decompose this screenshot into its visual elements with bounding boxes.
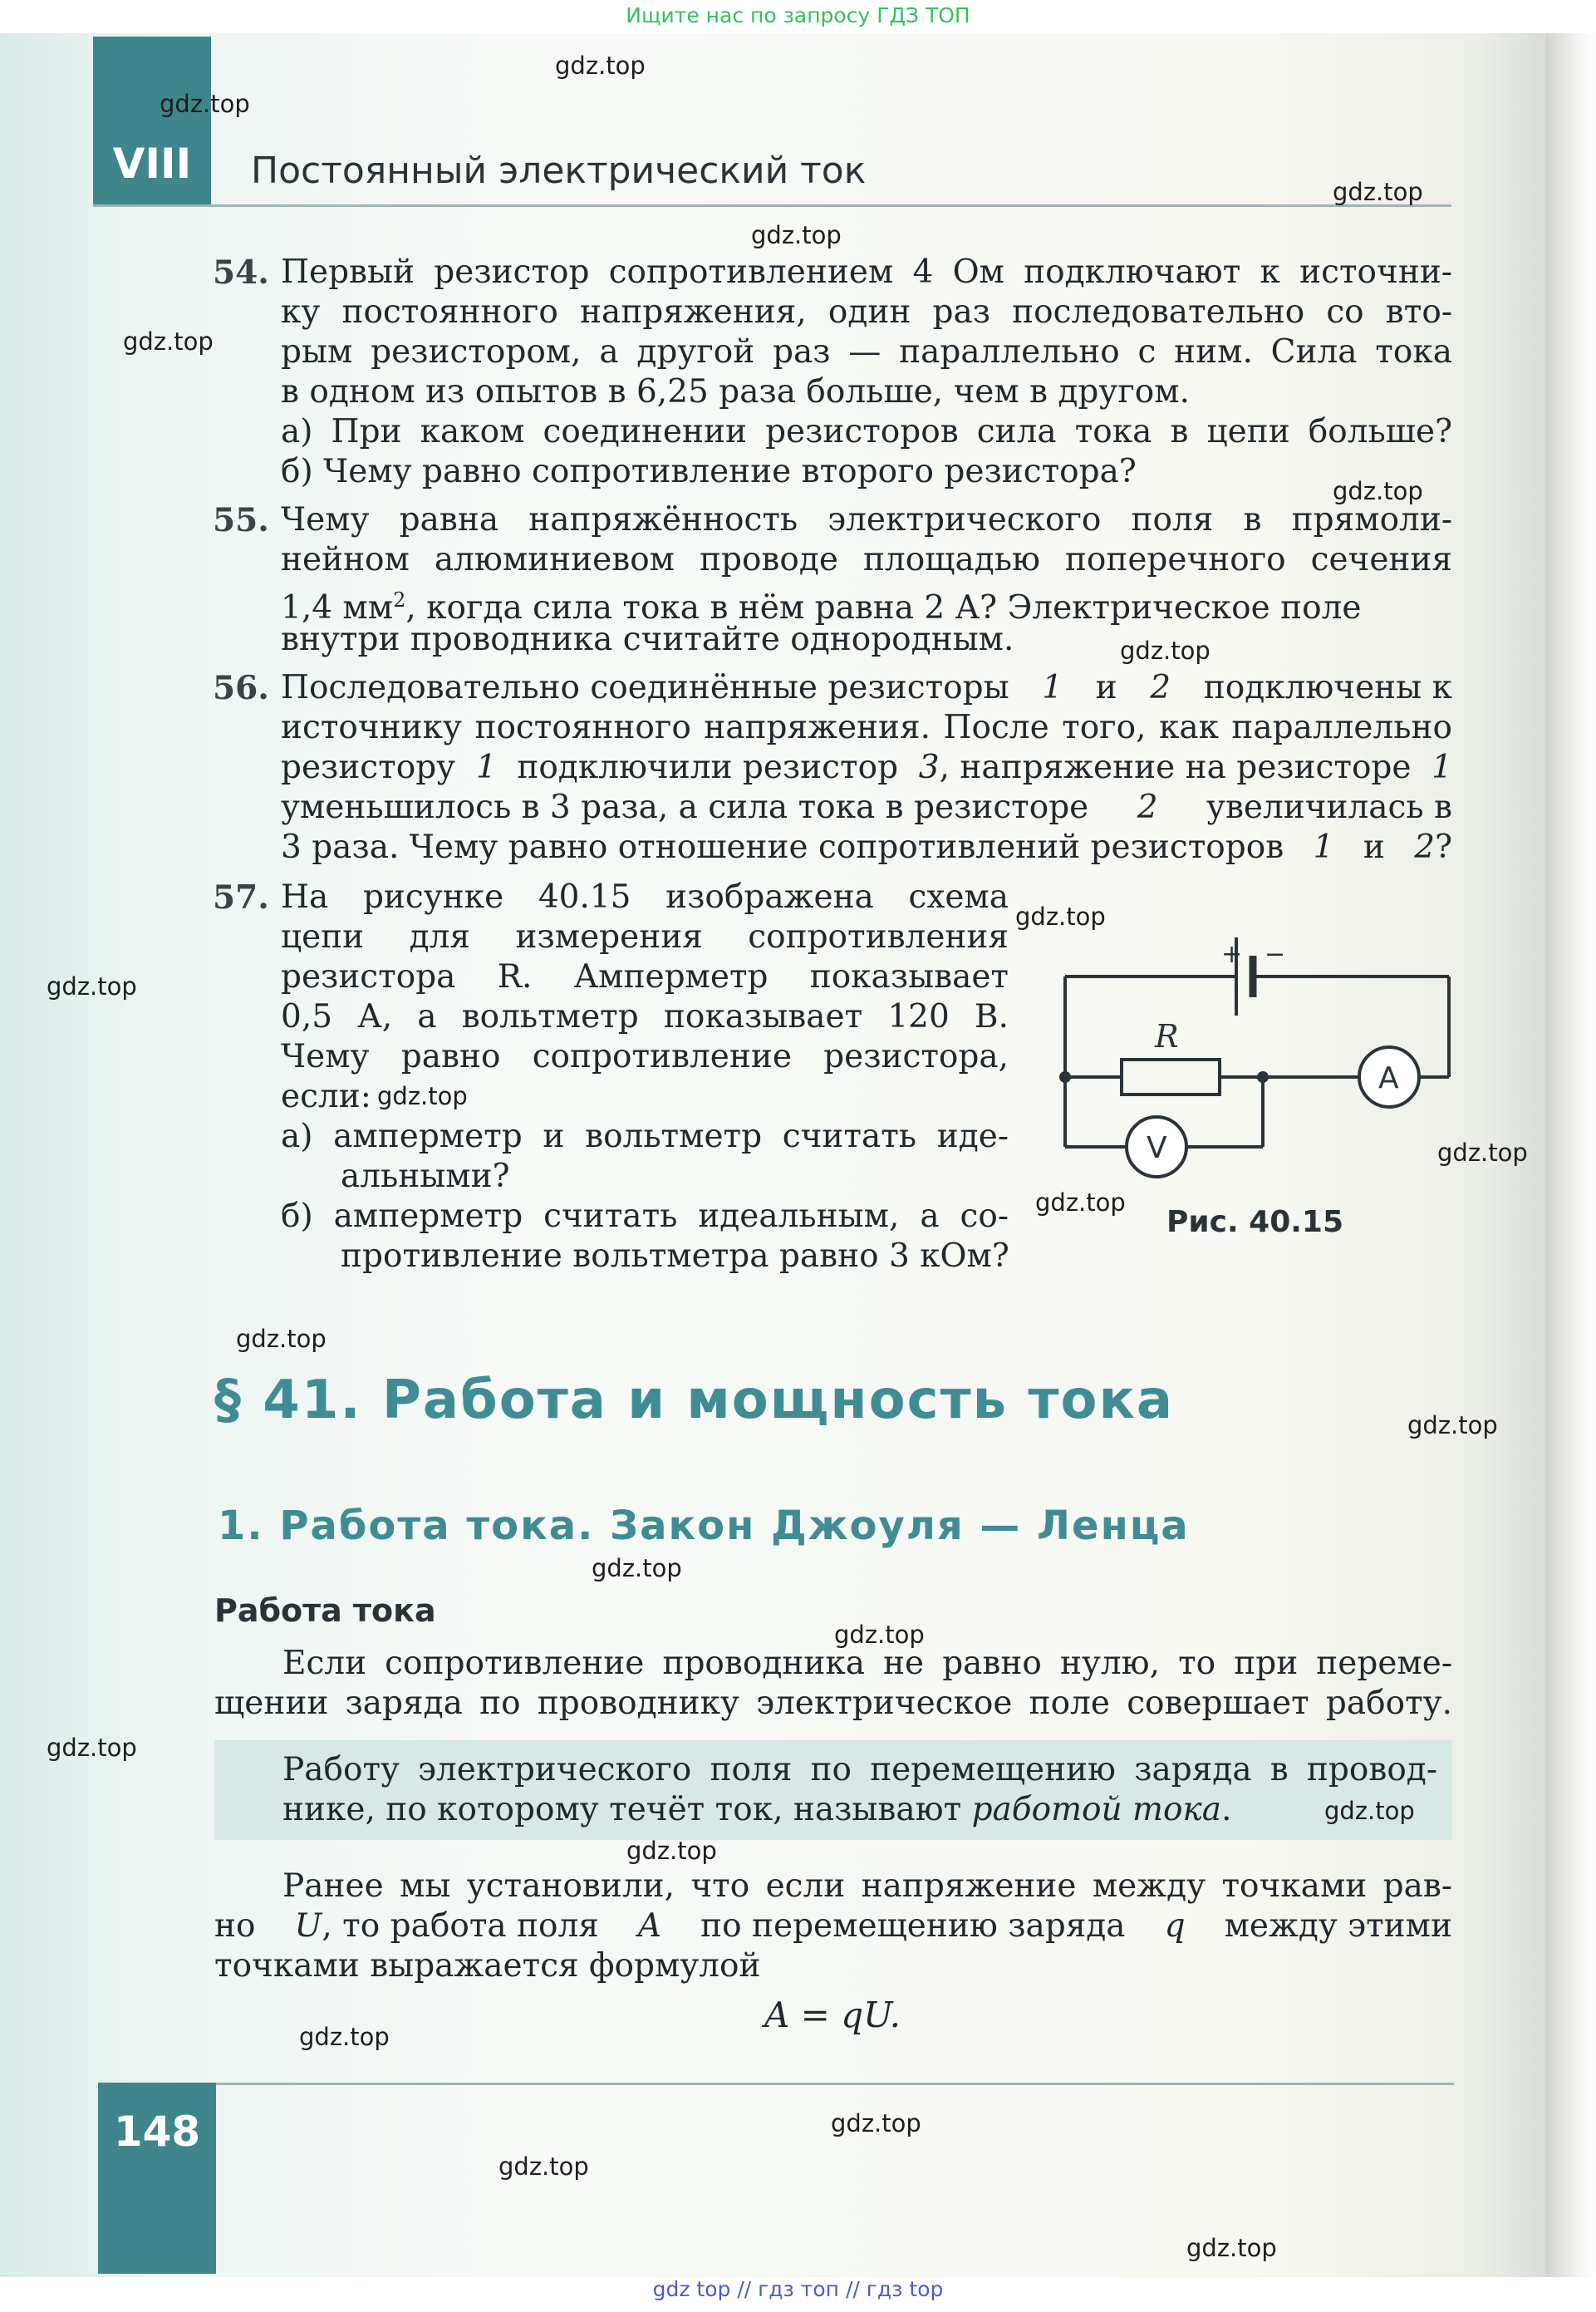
circuit-diagram <box>1047 922 1462 1205</box>
top-banner[interactable]: Ищите нас по запросу ГДЗ ТОП <box>626 3 970 27</box>
paragraph-line: Если сопротивление проводника не равно нулю, то при переме- <box>282 1645 1452 1682</box>
problem-number: 56. <box>213 669 269 707</box>
problem-line: рым резистором, а другой раз — параллельно с ним. Сила тока <box>281 333 1452 371</box>
problem-subquestion: противление вольтметра равно 3 кОм? <box>341 1237 1009 1275</box>
problem-line: нейном алюминиевом проводе площадью поперечного сечения <box>281 541 1452 578</box>
problem-line: резистору 1 подключили резистор 3, напряжение на резисторе 1 <box>281 749 1452 786</box>
resistor-r <box>1122 1060 1220 1095</box>
watermark: gdz.top <box>592 1554 682 1582</box>
junction-right <box>1257 1071 1269 1083</box>
chapter-rule <box>93 204 1451 207</box>
figure-caption: Рис. 40.15 <box>1166 1205 1344 1239</box>
resistor-label: R <box>1155 1018 1179 1055</box>
bottom-rule <box>98 2083 1454 2085</box>
watermark: gdz.top <box>626 1837 717 1865</box>
watermark: gdz.top <box>498 2152 589 2181</box>
paragraph-line: точками выражается формулой <box>214 1947 761 1985</box>
paragraph-heading: Работа тока <box>214 1592 436 1629</box>
watermark: gdz.top <box>299 2023 390 2051</box>
problem-subquestion: альными? <box>341 1158 510 1195</box>
watermark: gdz.top <box>47 1734 137 1762</box>
watermark: gdz.top <box>1120 637 1211 665</box>
watermark: gdz.top <box>1333 178 1423 206</box>
problem-line: Чему равно сопротивление резистора, <box>281 1038 1009 1075</box>
page-edge <box>1545 33 1596 2277</box>
paragraph-line: но U, то работа поля A по перемещению заряда q между этими <box>214 1907 1452 1945</box>
watermark: gdz.top <box>1186 2234 1277 2262</box>
problem-line: резистора R. Амперметр показывает <box>281 958 1009 996</box>
watermark: gdz.top <box>1407 1411 1498 1439</box>
page-number: 148 <box>113 2108 201 2156</box>
watermark: gdz.top <box>751 221 842 249</box>
watermark: gdz.top <box>1437 1139 1528 1167</box>
problem-line: уменьшилось в 3 раза, а сила тока в резисторе 2 увеличилась в <box>281 789 1452 826</box>
problem-number: 55. <box>213 501 269 539</box>
definition-line: Работу электрического поля по перемещению заряда в провод- <box>282 1751 1437 1788</box>
watermark: gdz.top <box>1035 1188 1126 1217</box>
battery-plus: + <box>1221 940 1243 969</box>
watermark: gdz.top <box>1333 477 1423 505</box>
problem-line: внутри проводника считайте однородным. <box>281 621 1014 658</box>
problem-line: ку постоянного напряжения, один раз последовательно со вто- <box>281 293 1452 331</box>
problem-line: цепи для измерения сопротивления <box>281 918 1009 956</box>
battery-minus: − <box>1265 940 1286 969</box>
watermark: gdz.top <box>377 1082 468 1110</box>
problem-line: если: <box>281 1078 371 1115</box>
chapter-number: VIII <box>112 140 192 188</box>
watermark: gdz.top <box>236 1325 327 1353</box>
problem-subquestion: а) При каком соединении резисторов сила тока в цепи больше? <box>281 413 1452 450</box>
bottom-banner[interactable]: gdz top // гдз топ // гдз top <box>652 2277 944 2301</box>
watermark: gdz.top <box>123 327 214 356</box>
junction-left <box>1059 1071 1071 1083</box>
problem-line: 3 раза. Чему равно отношение сопротивлений резисторов 1 и 2? <box>281 829 1452 866</box>
watermark: gdz.top <box>47 972 137 1001</box>
section-title: § 41. Работа и мощность тока <box>214 1370 1175 1431</box>
watermark: gdz.top <box>834 1621 925 1649</box>
watermark: gdz.top <box>1015 903 1106 931</box>
line-part: 1,4 $мм^2$, когда сила тока в нём равна 2 А? Электрическое поле <box>281 588 1362 627</box>
problem-subquestion: б) амперметр считать идеальным, а со- <box>281 1198 1009 1235</box>
problem-line: в одном из опытов в 6,25 раза больше, чем в другом. <box>281 373 1190 411</box>
problem-line: 0,5 А, а вольтметр показывает 120 В. <box>281 998 1009 1035</box>
problem-line: Чему равна напряжённость электрического поля в прямоли- <box>281 501 1452 539</box>
problem-line: Последовательно соединённые резисторы 1 и 2 подключены к <box>281 669 1452 706</box>
watermark: gdz.top <box>1324 1797 1415 1825</box>
watermark: gdz.top <box>160 90 250 118</box>
problem-line: источнику постоянного напряжения. После того, как параллельно <box>281 709 1452 746</box>
definition-line: нике, по которому течёт ток, называют работой тока. <box>282 1791 1232 1828</box>
chapter-title: Постоянный электрический ток <box>251 150 867 192</box>
problem-number: 54. <box>213 253 269 292</box>
problem-subquestion: а) амперметр и вольтметр считать иде- <box>281 1118 1009 1155</box>
ammeter-label: A <box>1378 1061 1399 1095</box>
watermark: gdz.top <box>555 52 646 80</box>
paragraph-line: щении заряда по проводнику электрическое поле совершает работу. <box>214 1685 1452 1722</box>
problem-subquestion: б) Чему равно сопротивление второго резистора? <box>281 453 1137 490</box>
paragraph-line: Ранее мы установили, что если напряжение между точками рав- <box>282 1867 1452 1905</box>
problem-number: 57. <box>213 878 269 917</box>
formula: A = qU. <box>764 1995 901 2035</box>
problem-line: Первый резистор сопротивлением 4 Ом подключают к источни- <box>281 253 1452 291</box>
watermark: gdz.top <box>831 2109 921 2137</box>
voltmeter-label: V <box>1147 1131 1167 1165</box>
subsection-title: 1. Работа тока. Закон Джоуля — Ленца <box>218 1503 1190 1549</box>
problem-line: На рисунке 40.15 изображена схема <box>281 878 1009 916</box>
